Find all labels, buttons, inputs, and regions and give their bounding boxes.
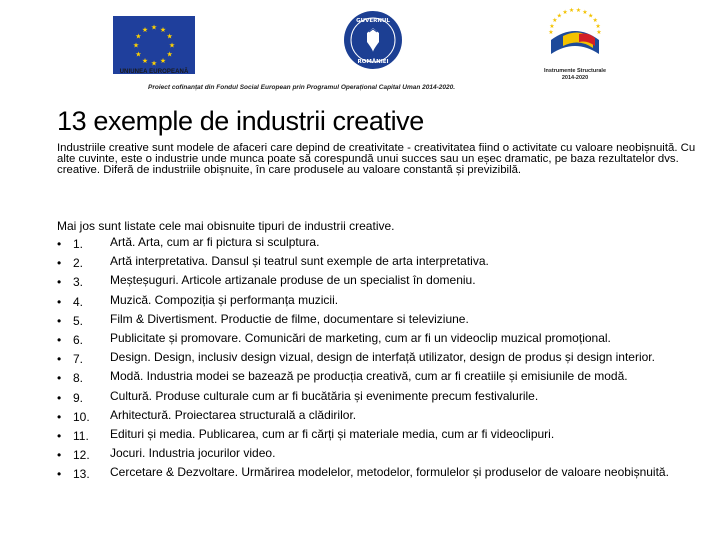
eu-star-icon: ★ <box>168 41 176 50</box>
item-text: Publicitate și promovare. Comunicări de marketing, cum ar fi un videoclip muzical promoțional. <box>110 330 611 345</box>
is-label-line2: 2014-2020 <box>561 75 589 81</box>
eu-star-icon: ★ <box>135 50 142 59</box>
item-number: 1. <box>73 237 84 251</box>
item-text: Arhitectură. Proiectarea structurală a clădirilor. <box>110 407 357 422</box>
eu-star-icon: ★ <box>150 23 158 32</box>
eu-logo-label: UNIUNEA EUROPEANĂ <box>119 69 189 75</box>
instrumente-structurale-logo <box>535 2 615 72</box>
item-text: Artă interpretativa. Dansul și teatrul sunt exemple de arta interpretativa. <box>110 254 489 269</box>
item-text: Muzică. Compoziția și performanța muzicii. <box>110 292 339 307</box>
bullet-icon: • <box>57 332 62 347</box>
project-cofinancing-note: Proiect cofinanțat din Fondul Social European prin Programul Operațional Capital Uman 2014-2020. <box>148 84 456 91</box>
is-star-icon: ★ <box>548 29 554 36</box>
is-label-line1: Instrumente Structurale <box>543 68 607 74</box>
item-text: Artă. Arta, cum ar fi pictura si sculptura. <box>110 235 320 249</box>
list-item <box>57 292 707 314</box>
item-number: 3. <box>73 275 84 290</box>
bullet-icon: • <box>57 467 62 482</box>
eu-star-icon: ★ <box>159 57 167 66</box>
industries-list <box>57 237 707 486</box>
item-number: 9. <box>73 390 84 405</box>
gov-label-top: GUVERNUL <box>356 18 390 24</box>
eu-star-icon: ★ <box>141 25 149 34</box>
item-text: Film & Divertisment. Productie de filme, documentare si televiziune. <box>110 311 469 326</box>
bullet-icon: • <box>57 237 62 251</box>
is-star-icon: ★ <box>596 29 602 36</box>
list-lead-text: Mai jos sunt listate cele mai obisnuite tipuri de industrii creative. <box>57 219 395 233</box>
item-number: 2. <box>73 256 84 271</box>
is-star-icon: ★ <box>592 17 598 25</box>
item-number: 5. <box>73 313 84 328</box>
page-title: 13 exemple de industrii creative <box>57 106 424 136</box>
bullet-icon: • <box>57 390 62 405</box>
eu-star-icon: ★ <box>135 32 142 41</box>
is-star-icon: ★ <box>549 22 555 30</box>
logo-banner <box>0 0 720 100</box>
eu-star-icon: ★ <box>166 32 173 41</box>
is-star-icon: ★ <box>568 7 575 15</box>
item-number: 6. <box>73 332 84 347</box>
eu-star-icon: ★ <box>141 57 149 66</box>
is-star-icon: ★ <box>582 8 588 16</box>
is-star-icon: ★ <box>562 8 568 16</box>
bullet-icon: • <box>57 294 62 309</box>
bullet-icon: • <box>57 256 62 271</box>
bullet-icon: • <box>57 371 62 386</box>
item-text: Jocuri. Industria jocurilor video. <box>110 446 276 461</box>
item-text: Modă. Industria modei se bazează pe producția creativă, cum ar fi creatiile și emisiunile de modă. <box>110 369 628 384</box>
bullet-icon: • <box>57 409 62 424</box>
is-star-icon: ★ <box>588 12 594 20</box>
item-text: Cultură. Produse culturale cum ar fi bucătăria și evenimente precum festivalurile. <box>110 388 539 403</box>
is-star-icon: ★ <box>595 22 601 30</box>
list-item <box>57 371 707 390</box>
item-text: Cercetare & Dezvoltare. Urmărirea modelelor, metodelor, formulelor și produselor de valoare neobișnuită. <box>110 465 669 480</box>
intro-paragraph: Industriile creative sunt modele de afaceri care depind de creativitate - creativitatea fiind o activitate cu valoare neobișnuită. Cu alte cuvinte, este o industrie unde munca poate să corespundă unui succes sau un eșec dramatic, pe baza rezultatelor dvs. creative. Diferă de industriile obișnuite, în care produsele au valoare constantă și previzibilă. <box>57 142 696 176</box>
bullet-icon: • <box>57 275 62 290</box>
bullet-icon: • <box>57 352 62 367</box>
list-item <box>57 467 707 486</box>
list-item <box>57 275 707 294</box>
eu-star-icon: ★ <box>166 50 173 59</box>
item-number: 13. <box>73 467 90 482</box>
list-item <box>57 388 707 410</box>
eu-star-icon: ★ <box>159 25 167 34</box>
eu-star-icon: ★ <box>150 59 158 68</box>
item-text: Meșteșuguri. Articole artizanale produse de un specialist în domeniu. <box>110 273 476 288</box>
is-logo-label <box>535 68 615 82</box>
list-item <box>57 407 707 429</box>
item-number: 8. <box>73 371 84 386</box>
item-number: 12. <box>73 448 90 463</box>
is-star-icon: ★ <box>556 12 562 20</box>
is-star-icon: ★ <box>552 17 558 25</box>
item-text: Edituri și media. Publicarea, cum ar fi cărți și materiale media, cum ar fi videoclipuri. <box>110 426 555 441</box>
item-text: Design. Design, inclusiv design vizual, design de interfață utilizator, design de produs și design interior. <box>110 350 655 365</box>
gov-label-bottom: ROMÂNIEI <box>357 59 389 65</box>
romanian-government-seal <box>343 10 403 70</box>
bullet-icon: • <box>57 428 62 443</box>
item-number: 11. <box>73 428 89 443</box>
item-number: 4. <box>73 294 84 309</box>
item-number: 7. <box>73 352 84 367</box>
bullet-icon: • <box>57 313 62 328</box>
eu-star-icon: ★ <box>132 41 140 50</box>
bullet-icon: • <box>57 448 62 463</box>
item-number: 10. <box>73 409 90 424</box>
is-star-icon: ★ <box>575 7 582 15</box>
